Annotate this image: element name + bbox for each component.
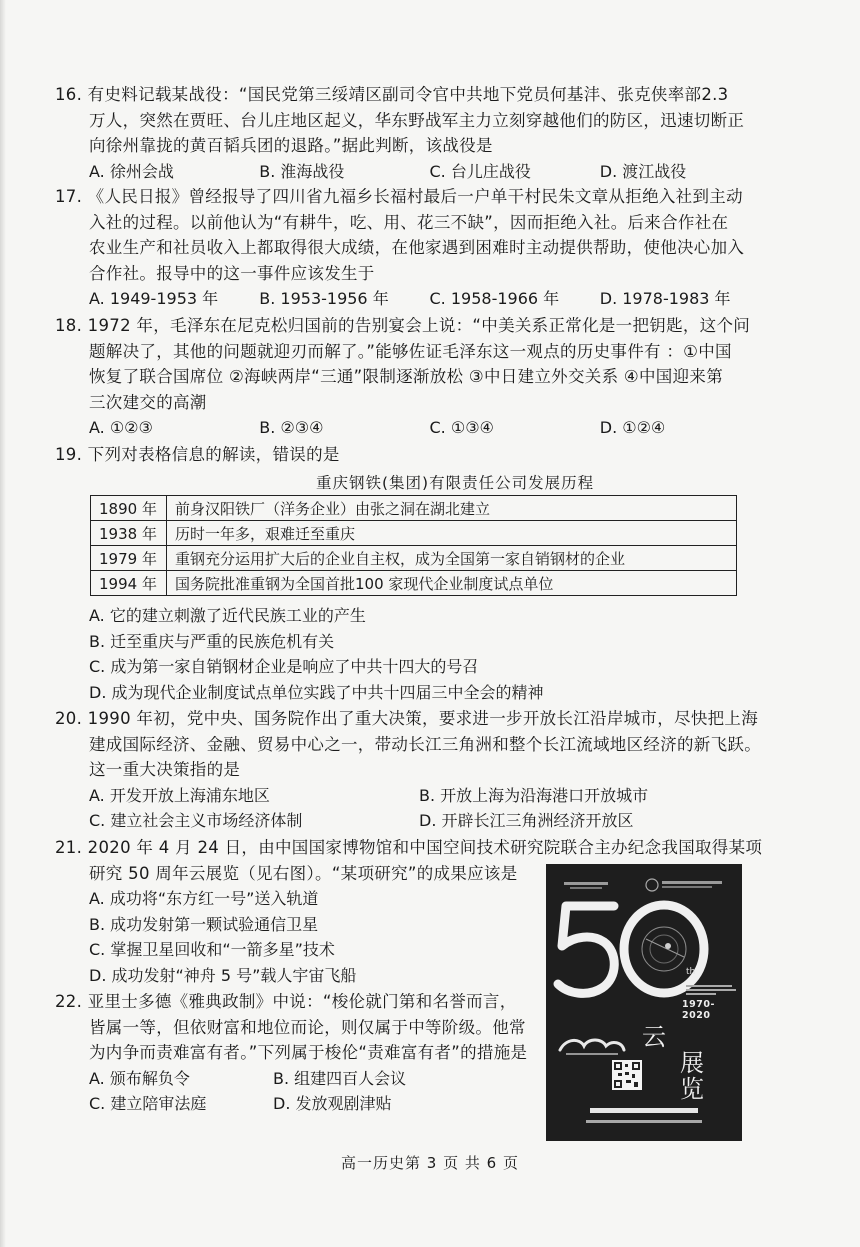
q17-line: 农业生产和社员收入上都取得很大成绩，在他家遇到困难时主动提供帮助，使他决心加入 (89, 238, 745, 258)
option-a: A. 徐州会战 (89, 161, 174, 181)
option-c: C. 建立陪审法庭 (89, 1094, 207, 1114)
option-c: C. 成为第一家自销钢材企业是响应了中共十四大的号召 (89, 657, 479, 677)
option-b: B. 成功发射第一颗试验通信卫星 (89, 914, 319, 934)
q18-line: 恢复了联合国席位 ②海峡两岸“三通”限制逐渐放松 ③中日建立外交关系 ④中国迎来第 (89, 367, 724, 387)
table-year: 1890 年 (91, 496, 167, 521)
table-year: 1938 年 (91, 521, 167, 546)
q17-options (55, 286, 770, 312)
q21-line: 研究 50 周年云展览（见右图）。“某项研究”的成果应该是 (89, 863, 518, 883)
q17-line: 合作社。报导中的这一事件应该发生于 (89, 263, 375, 283)
table-row (91, 496, 737, 521)
table-title: 重庆钢铁(集团)有限责任公司发展历程 (316, 474, 595, 492)
question-20 (55, 706, 770, 834)
option-c: C. 台儿庄战役 (429, 161, 531, 181)
q18-line: 18. 1972 年，毛泽东在尼克松归国前的告别宴会上说：“中美关系正常化是一把钥匙，这个问 (55, 316, 751, 335)
q17-line: 入社的过程。以前他认为“有耕牛，吃、用、花三不缺”，因而拒绝入社。后来合作社在 (89, 212, 729, 232)
q22-line: 皆属一等，但依财富和地位而论，则仅属于中等阶级。他常 (89, 1017, 526, 1037)
option-a: A. 它的建立刺激了近代民族工业的产生 (89, 606, 366, 625)
exhibition-poster (546, 864, 742, 1141)
poster-date-caption (582, 1104, 706, 1134)
q18-line: 三次建交的高潮 (89, 392, 207, 412)
question-19 (55, 442, 770, 468)
page-footer: 高一历史第 3 页 共 6 页 (341, 1154, 519, 1172)
option-a: A. 成功将“东方红一号”送入轨道 (89, 889, 319, 909)
question-18 (55, 313, 770, 441)
table-text: 重钢充分运用扩大后的企业自主权，成为全国第一家自销钢材的企业 (167, 546, 737, 571)
table-text: 国务院批准重钢为全国首批100 家现代企业制度试点单位 (167, 571, 737, 596)
q16-options (55, 159, 770, 185)
museum-logos (560, 875, 730, 895)
question-16 (55, 82, 770, 184)
q19-options (55, 603, 770, 705)
option-a: A. ①②③ (89, 418, 153, 438)
option-b: B. 迁至重庆与严重的民族危机有关 (89, 631, 335, 651)
q16-line: 16. 有史料记载某战役：“国民党第三绥靖区副司令官中共地下党员何基沣、张克侠率部2.3 (55, 85, 729, 104)
poster-char: 云 (642, 1023, 666, 1051)
option-d: D. 成为现代企业制度试点单位实践了中共十四届三中全会的精神 (89, 682, 544, 702)
q18-line: 题解决了，其他的问题就迎刃而解了。”能够佐证毛泽东这一观点的历史事件有 ：①中国 (89, 341, 732, 361)
q18-options (55, 415, 770, 441)
option-d: D. 开辟长江三角洲经济开放区 (419, 811, 634, 831)
table-row (91, 521, 737, 546)
option-c: C. 掌握卫星回收和“一箭多星”技术 (89, 940, 335, 960)
q22-line: 为内争而责难富有者。”下列属于梭伦“责难富有者”的措施是 (89, 1043, 528, 1063)
q20-options (55, 783, 770, 809)
poster-years: 1970-2020 (682, 999, 715, 1021)
table-row (91, 546, 737, 571)
option-b: B. 开放上海为沿海港口开放城市 (419, 785, 649, 805)
q21-line: 21. 2020 年 4 月 24 日，由中国国家博物馆和中国空间技术研究院联合主办纪念我国取得某项 (55, 838, 763, 857)
q16-line: 万人，突然在贾旺、台儿庄地区起义，华东野战军主力立刻穿越他们的防区，迅速切断正 (89, 110, 745, 130)
option-b: B. 组建四百人会议 (273, 1068, 407, 1088)
option-d: D. 1978-1983 年 (599, 289, 731, 309)
option-b: B. 1953-1956 年 (259, 289, 389, 309)
option-c: C. 建立社会主义市场经济体制 (89, 811, 303, 831)
q20-options (55, 808, 770, 834)
poster-superscript: th (686, 967, 696, 977)
q20-line: 建成国际经济、金融、贸易中心之一，带动长江三角洲和整个长江流域地区经济的新飞跃。 (89, 734, 761, 754)
option-c: C. 1958-1966 年 (429, 289, 560, 309)
option-d: D. 发放观剧津贴 (273, 1094, 392, 1114)
table-row (91, 571, 737, 596)
table-text: 历时一年多，艰难迁至重庆 (167, 521, 737, 546)
option-b: B. 淮海战役 (259, 161, 345, 181)
q20-line: 20. 1990 年初，党中央、国务院作出了重大决策，要求进一步开放长江沿岸城市，尽快把上海 (55, 709, 759, 728)
option-a: A. 1949-1953 年 (89, 289, 219, 309)
option-b: B. ②③④ (259, 418, 324, 438)
question-17 (55, 184, 770, 312)
option-a: A. 开发开放上海浦东地区 (89, 785, 270, 805)
qr-code-icon (612, 1060, 642, 1090)
table-text: 前身汉阳铁厂（洋务企业）由张之洞在湖北建立 (167, 496, 737, 521)
poster-cloud-exhibition-title (632, 1024, 742, 1102)
q16-line: 向徐州靠拢的黄百韬兵团的退路。”据此判断，该战役是 (89, 136, 493, 156)
q19-line: 19. 下列对表格信息的解读，错误的是 (55, 445, 340, 464)
option-a: A. 颁布解负令 (89, 1068, 190, 1088)
poster-char: 展 (680, 1049, 704, 1077)
option-c: C. ①③④ (429, 418, 494, 438)
q17-line: 17. 《人民日报》曾经报导了四川省九福乡长福村最后一户单干村民朱文章从拒绝入社到主动 (55, 187, 743, 206)
option-d: D. 成功发射“神舟 5 号”载人宇宙飞船 (89, 965, 357, 985)
option-d: D. ①②④ (599, 418, 666, 438)
cloud-swirl-icon (556, 1032, 628, 1058)
table-year: 1994 年 (91, 571, 167, 596)
q20-line: 这一重大决策指的是 (89, 760, 241, 780)
option-d: D. 渡江战役 (599, 161, 687, 181)
poster-char: 览 (680, 1075, 704, 1103)
history-table (90, 495, 737, 596)
table-year: 1979 年 (91, 546, 167, 571)
q22-line: 22. 亚里士多德《雅典政制》中说：“梭伦就门第和名誉而言， (55, 992, 517, 1011)
scan-edge-shadow (0, 0, 6, 1247)
